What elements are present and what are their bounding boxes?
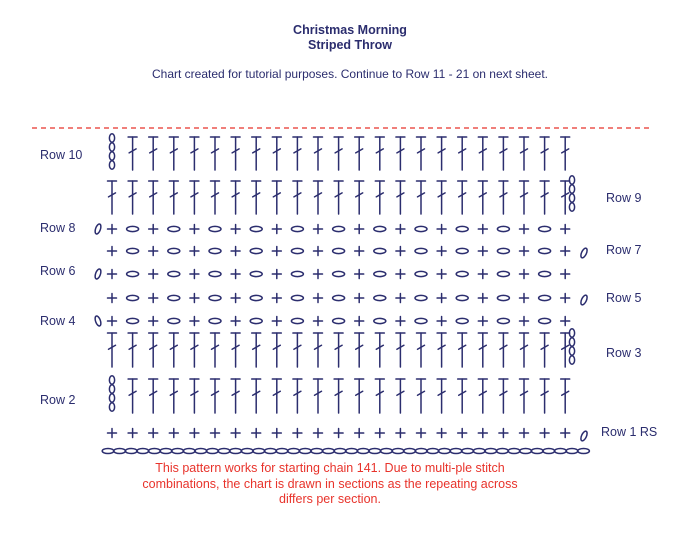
chart-title-line1: Christmas Morning [293, 23, 407, 37]
double-crochet-row10 [149, 137, 158, 170]
turning-chain-row4 [94, 315, 102, 326]
chain-row6 [374, 271, 386, 276]
double-crochet-row2 [314, 379, 323, 413]
double-crochet-row2 [458, 379, 467, 413]
single-crochet-row1 [437, 429, 446, 438]
double-crochet-row10 [458, 137, 467, 170]
chain-row6 [497, 271, 509, 276]
chain-row4 [415, 318, 427, 323]
single-crochet-row1 [231, 429, 240, 438]
chain-row5 [539, 295, 551, 300]
double-crochet-row2 [561, 379, 570, 413]
double-crochet-row10 [128, 137, 137, 170]
single-crochet-row4 [231, 317, 240, 326]
chain-row7 [291, 248, 303, 253]
single-crochet-row1 [355, 429, 364, 438]
single-crochet-row1 [478, 429, 487, 438]
chain-row4 [291, 318, 303, 323]
row-label-9: Row 9 [606, 191, 642, 205]
chart-title-line2: Striped Throw [307, 38, 393, 52]
chain-row6 [539, 271, 551, 276]
single-crochet-row7 [437, 247, 446, 256]
chain-row6 [250, 271, 262, 276]
double-crochet-row2 [540, 379, 549, 413]
double-crochet-row10 [169, 137, 178, 170]
double-crochet-row10 [375, 137, 384, 170]
single-crochet-row6 [231, 270, 240, 279]
double-crochet-row3 [128, 333, 137, 367]
row-label-10: Row 10 [40, 148, 83, 162]
single-crochet-row4 [396, 317, 405, 326]
double-crochet-row3 [540, 333, 549, 367]
foundation-chain [392, 449, 404, 454]
foundation-chain [230, 449, 242, 454]
double-crochet-row3 [252, 333, 261, 367]
chain-row6 [456, 271, 468, 276]
double-crochet-row10 [540, 137, 549, 170]
double-crochet-row2 [252, 379, 261, 413]
double-crochet-row3 [520, 333, 529, 367]
double-crochet-row9 [499, 181, 508, 214]
double-crochet-row10 [314, 137, 323, 170]
double-crochet-row3 [293, 333, 302, 367]
foundation-chain [207, 449, 219, 454]
double-crochet-row10 [478, 137, 487, 170]
chart-subtitle: Chart created for tutorial purposes. Continue to Row 11 - 21 on next sheet. [152, 67, 548, 81]
chain-row7 [209, 248, 221, 253]
chain-row8 [497, 226, 509, 231]
row-label-2: Row 2 [40, 393, 76, 407]
single-crochet-row4 [190, 317, 199, 326]
single-crochet-row1 [561, 429, 570, 438]
chain-row4 [333, 318, 345, 323]
double-crochet-row2 [520, 379, 529, 413]
foundation-chain [125, 449, 137, 454]
turning-chain-row9 [569, 176, 574, 211]
foundation-chain [299, 449, 311, 454]
row-label-5: Row 5 [606, 291, 642, 305]
chain-row7 [415, 248, 427, 253]
single-crochet-row1 [211, 429, 220, 438]
chain-row7 [374, 248, 386, 253]
chain-row5 [456, 295, 468, 300]
foundation-chain [114, 449, 126, 454]
double-crochet-row3 [314, 333, 323, 367]
single-crochet-row8 [190, 225, 199, 234]
double-crochet-row9 [108, 181, 117, 214]
foundation-chain [218, 449, 230, 454]
double-crochet-row9 [355, 181, 364, 214]
single-crochet-row5 [561, 294, 570, 303]
chain-row5 [168, 295, 180, 300]
foundation-chain [149, 449, 161, 454]
foundation-chain [241, 449, 253, 454]
foundation-chain [485, 449, 497, 454]
single-crochet-row1 [108, 429, 117, 438]
chain-row8 [374, 226, 386, 231]
foundation-chain [497, 449, 509, 454]
double-crochet-row9 [293, 181, 302, 214]
turning-chain-row6 [94, 268, 102, 279]
single-crochet-row7 [396, 247, 405, 256]
foundation-chain [520, 449, 532, 454]
chain-row5 [374, 295, 386, 300]
single-crochet-row1 [128, 429, 137, 438]
single-crochet-row6 [314, 270, 323, 279]
single-crochet-row8 [437, 225, 446, 234]
double-crochet-row9 [128, 181, 137, 214]
double-crochet-row3 [108, 333, 117, 367]
chain-row4 [168, 318, 180, 323]
single-crochet-row1 [272, 429, 281, 438]
single-crochet-row1 [252, 429, 261, 438]
chain-row5 [415, 295, 427, 300]
chain-row7 [333, 248, 345, 253]
double-crochet-row10 [355, 137, 364, 170]
chain-row4 [209, 318, 221, 323]
double-crochet-row9 [540, 181, 549, 214]
foundation-chain [508, 449, 520, 454]
double-crochet-row9 [520, 181, 529, 214]
single-crochet-row6 [272, 270, 281, 279]
single-crochet-row8 [396, 225, 405, 234]
chain-row8 [127, 226, 139, 231]
chain-row7 [127, 248, 139, 253]
foundation-chain [473, 449, 485, 454]
chain-row5 [209, 295, 221, 300]
turning-chain-row2 [109, 376, 114, 411]
turning-chain-row8 [94, 223, 102, 234]
row-label-8: Row 8 [40, 221, 76, 235]
chain-row4 [456, 318, 468, 323]
turning-chain-row10 [109, 134, 114, 169]
double-crochet-row3 [561, 333, 570, 367]
foundation-chain [253, 449, 265, 454]
double-crochet-row9 [561, 181, 570, 214]
single-crochet-row8 [272, 225, 281, 234]
foundation-chain [137, 449, 149, 454]
foundation-chain [404, 449, 416, 454]
single-crochet-row7 [561, 247, 570, 256]
chain-row8 [456, 226, 468, 231]
single-crochet-row6 [355, 270, 364, 279]
double-crochet-row10 [272, 137, 281, 170]
row-label-4: Row 4 [40, 314, 76, 328]
foundation-chain [450, 449, 462, 454]
double-crochet-row10 [437, 137, 446, 170]
chain-row7 [250, 248, 262, 253]
single-crochet-row6 [561, 270, 570, 279]
foundation-chain [462, 449, 474, 454]
double-crochet-row3 [437, 333, 446, 367]
single-crochet-row5 [396, 294, 405, 303]
foundation-chain [160, 449, 172, 454]
single-crochet-row5 [520, 294, 529, 303]
single-crochet-row7 [478, 247, 487, 256]
foundation-chain [288, 449, 300, 454]
single-crochet-row6 [190, 270, 199, 279]
single-crochet-row1 [499, 429, 508, 438]
single-crochet-row6 [478, 270, 487, 279]
pattern-note: This pattern works for starting chain 141. Due to multi-ple stitch combinations, the chart is drawn in sections as the repeating across differs per section. [142, 461, 518, 506]
double-crochet-row10 [190, 137, 199, 170]
chain-row5 [250, 295, 262, 300]
double-crochet-row2 [231, 379, 240, 413]
double-crochet-row9 [169, 181, 178, 214]
single-crochet-row8 [108, 225, 117, 234]
double-crochet-row10 [211, 137, 220, 170]
single-crochet-row7 [520, 247, 529, 256]
double-crochet-row10 [417, 137, 426, 170]
single-crochet-row5 [190, 294, 199, 303]
double-crochet-row2 [211, 379, 220, 413]
chain-row5 [127, 295, 139, 300]
chain-row5 [333, 295, 345, 300]
chain-row8 [333, 226, 345, 231]
double-crochet-row3 [478, 333, 487, 367]
chain-row5 [497, 295, 509, 300]
single-crochet-row4 [314, 317, 323, 326]
single-crochet-row1 [293, 429, 302, 438]
double-crochet-row9 [211, 181, 220, 214]
foundation-chain [102, 449, 114, 454]
foundation-chain [357, 449, 369, 454]
double-crochet-row10 [252, 137, 261, 170]
single-crochet-row6 [108, 270, 117, 279]
double-crochet-row2 [190, 379, 199, 413]
double-crochet-row9 [272, 181, 281, 214]
double-crochet-row10 [520, 137, 529, 170]
single-crochet-row8 [561, 225, 570, 234]
double-crochet-row2 [334, 379, 343, 413]
single-crochet-row7 [314, 247, 323, 256]
single-crochet-row5 [355, 294, 364, 303]
single-crochet-row7 [272, 247, 281, 256]
foundation-chain [543, 449, 555, 454]
foundation-chain [415, 449, 427, 454]
double-crochet-row2 [417, 379, 426, 413]
row-label-3: Row 3 [606, 346, 642, 360]
double-crochet-row2 [149, 379, 158, 413]
double-crochet-row2 [355, 379, 364, 413]
row-label-6: Row 6 [40, 264, 76, 278]
row-label-1: Row 1 RS [601, 425, 658, 439]
chain-row4 [250, 318, 262, 323]
double-crochet-row9 [437, 181, 446, 214]
double-crochet-row3 [458, 333, 467, 367]
single-crochet-row4 [108, 317, 117, 326]
double-crochet-row2 [272, 379, 281, 413]
single-crochet-row8 [149, 225, 158, 234]
chain-row7 [456, 248, 468, 253]
single-crochet-row8 [520, 225, 529, 234]
turning-chain-row7 [580, 247, 589, 258]
single-crochet-row5 [437, 294, 446, 303]
single-crochet-row8 [355, 225, 364, 234]
double-crochet-row9 [231, 181, 240, 214]
double-crochet-row9 [190, 181, 199, 214]
single-crochet-row6 [437, 270, 446, 279]
foundation-chain [566, 449, 578, 454]
single-crochet-row4 [355, 317, 364, 326]
single-crochet-row1 [520, 429, 529, 438]
double-crochet-row3 [190, 333, 199, 367]
foundation-chain [183, 449, 195, 454]
chain-row5 [291, 295, 303, 300]
chain-row7 [168, 248, 180, 253]
turning-chain-row3 [569, 329, 574, 364]
foundation-chain [381, 449, 393, 454]
double-crochet-row3 [149, 333, 158, 367]
double-crochet-row2 [478, 379, 487, 413]
double-crochet-row9 [252, 181, 261, 214]
chain-row4 [497, 318, 509, 323]
double-crochet-row3 [211, 333, 220, 367]
single-crochet-row4 [437, 317, 446, 326]
single-crochet-row7 [355, 247, 364, 256]
double-crochet-row10 [561, 137, 570, 170]
double-crochet-row9 [149, 181, 158, 214]
double-crochet-row9 [417, 181, 426, 214]
single-crochet-row1 [396, 429, 405, 438]
double-crochet-row3 [272, 333, 281, 367]
chain-row8 [250, 226, 262, 231]
single-crochet-row5 [231, 294, 240, 303]
chain-row7 [497, 248, 509, 253]
single-crochet-row1 [190, 429, 199, 438]
double-crochet-row3 [396, 333, 405, 367]
double-crochet-row3 [499, 333, 508, 367]
double-crochet-row3 [355, 333, 364, 367]
single-crochet-row1 [375, 429, 384, 438]
chain-row8 [291, 226, 303, 231]
chain-row8 [539, 226, 551, 231]
single-crochet-row4 [520, 317, 529, 326]
single-crochet-row1 [169, 429, 178, 438]
double-crochet-row9 [458, 181, 467, 214]
chain-row8 [415, 226, 427, 231]
double-crochet-row3 [334, 333, 343, 367]
chain-row6 [168, 271, 180, 276]
single-crochet-row7 [149, 247, 158, 256]
foundation-chain [346, 449, 358, 454]
single-crochet-row1 [417, 429, 426, 438]
double-crochet-row3 [169, 333, 178, 367]
double-crochet-row10 [396, 137, 405, 170]
foundation-chain [531, 449, 543, 454]
single-crochet-row1 [149, 429, 158, 438]
double-crochet-row9 [478, 181, 487, 214]
double-crochet-row9 [314, 181, 323, 214]
double-crochet-row3 [417, 333, 426, 367]
chain-row7 [539, 248, 551, 253]
chain-row8 [168, 226, 180, 231]
double-crochet-row2 [499, 379, 508, 413]
foundation-chain [276, 449, 288, 454]
single-crochet-row5 [314, 294, 323, 303]
double-crochet-row10 [231, 137, 240, 170]
row-label-7: Row 7 [606, 243, 642, 257]
single-crochet-row5 [149, 294, 158, 303]
foundation-chain [439, 449, 451, 454]
chain-row6 [291, 271, 303, 276]
double-crochet-row9 [375, 181, 384, 214]
foundation-chain [555, 449, 567, 454]
single-crochet-row1 [540, 429, 549, 438]
single-crochet-row8 [314, 225, 323, 234]
foundation-chain [311, 449, 323, 454]
chain-row4 [127, 318, 139, 323]
double-crochet-row3 [231, 333, 240, 367]
double-crochet-row9 [396, 181, 405, 214]
single-crochet-row7 [108, 247, 117, 256]
chain-row4 [374, 318, 386, 323]
foundation-chain [427, 449, 439, 454]
double-crochet-row10 [334, 137, 343, 170]
turning-chain-row5 [580, 294, 589, 305]
single-crochet-row5 [108, 294, 117, 303]
single-crochet-row4 [561, 317, 570, 326]
foundation-chain [334, 449, 346, 454]
foundation-chain [323, 449, 335, 454]
chain-row4 [539, 318, 551, 323]
single-crochet-row6 [149, 270, 158, 279]
single-crochet-row5 [478, 294, 487, 303]
foundation-chain [172, 449, 184, 454]
single-crochet-row1 [314, 429, 323, 438]
single-crochet-row7 [231, 247, 240, 256]
double-crochet-row3 [375, 333, 384, 367]
single-crochet-row4 [478, 317, 487, 326]
double-crochet-row2 [128, 379, 137, 413]
foundation-chain [369, 449, 381, 454]
single-crochet-row6 [396, 270, 405, 279]
single-crochet-row5 [272, 294, 281, 303]
single-crochet-row4 [272, 317, 281, 326]
chain-row6 [209, 271, 221, 276]
foundation-chain [578, 449, 590, 454]
double-crochet-row10 [499, 137, 508, 170]
chain-row6 [415, 271, 427, 276]
double-crochet-row2 [437, 379, 446, 413]
foundation-chain [195, 449, 207, 454]
single-crochet-row8 [478, 225, 487, 234]
double-crochet-row2 [293, 379, 302, 413]
double-crochet-row2 [375, 379, 384, 413]
foundation-chain [265, 449, 277, 454]
double-crochet-row2 [169, 379, 178, 413]
double-crochet-row2 [396, 379, 405, 413]
double-crochet-row9 [334, 181, 343, 214]
single-crochet-row4 [149, 317, 158, 326]
double-crochet-row10 [293, 137, 302, 170]
single-crochet-row7 [190, 247, 199, 256]
single-crochet-row1 [334, 429, 343, 438]
chain-row8 [209, 226, 221, 231]
single-crochet-row8 [231, 225, 240, 234]
turning-chain-row1 [580, 430, 589, 441]
single-crochet-row1 [458, 429, 467, 438]
chain-row6 [333, 271, 345, 276]
chain-row6 [127, 271, 139, 276]
single-crochet-row6 [520, 270, 529, 279]
